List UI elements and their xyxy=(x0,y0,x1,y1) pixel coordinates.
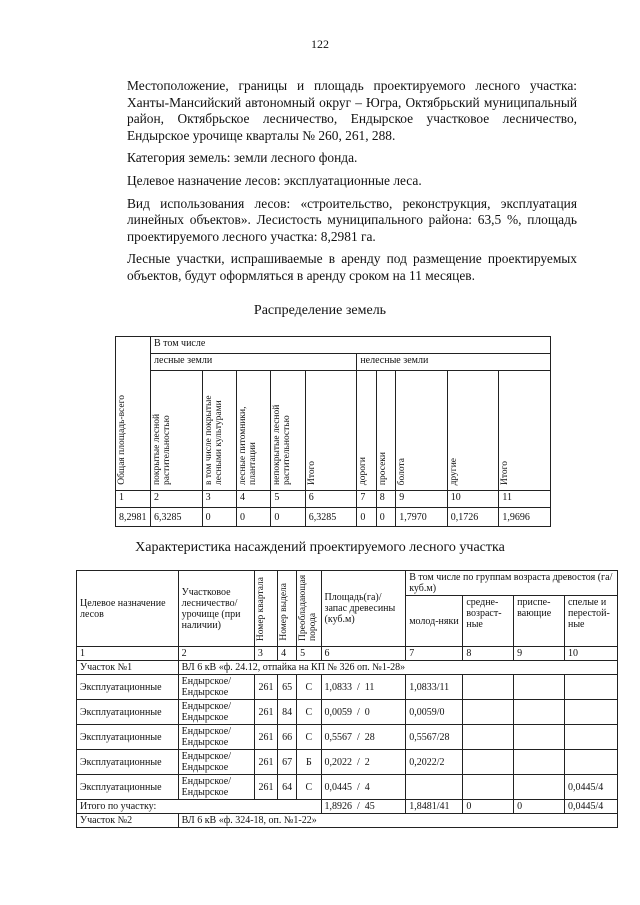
value-cell: 0 xyxy=(376,508,395,527)
value-cell: 0 xyxy=(357,508,376,527)
row-ripening xyxy=(514,700,565,725)
section-label: Участок №1 xyxy=(77,661,179,675)
header-age-group: В том числе по группам возраста древостоя (га/куб.м) xyxy=(406,571,618,596)
header-plot: Номер выдела xyxy=(278,571,297,647)
col-number: 5 xyxy=(271,491,305,508)
row-mature xyxy=(564,700,617,725)
header-group: В том числе xyxy=(151,337,551,354)
total-area-stock: 1,8926 / 45 xyxy=(321,800,406,814)
section-description: ВЛ 6 кВ «ф. 324-18, оп. №1-22» xyxy=(178,814,617,828)
value-cell: 0 xyxy=(202,508,236,527)
col-number: 6 xyxy=(321,647,406,661)
row-quarter: 261 xyxy=(254,750,277,775)
row-district: Ендырское/ Ендырское xyxy=(178,750,254,775)
section-description: ВЛ 6 кВ «ф. 24.12, отпайка на КП № 326 оп. №1-28» xyxy=(178,661,617,675)
paragraph-lease: Лесные участки, испрашиваемые в аренду под размещение проектируемых объектов, будут оформляться в аренду сроком на 11 месяцев. xyxy=(127,251,577,283)
header-quarter: Номер квартала xyxy=(254,571,277,647)
row-purpose: Эксплуатационные xyxy=(77,775,179,800)
value-cell: 0 xyxy=(236,508,270,527)
col-number: 1 xyxy=(77,647,179,661)
land-distribution-table xyxy=(115,336,551,527)
header-col: дороги xyxy=(357,371,376,491)
body-text xyxy=(127,78,577,291)
row-quarter: 261 xyxy=(254,675,277,700)
row-area-stock: 0,0059 / 0 xyxy=(321,700,406,725)
value-cell: 1,7970 xyxy=(396,508,448,527)
header-col: покрытые лесной растительностью xyxy=(151,371,203,491)
paragraph-category: Категория земель: земли лесного фонда. xyxy=(127,150,358,166)
header-col: лесные питомники, плантации xyxy=(236,371,270,491)
row-young: 0,2022/2 xyxy=(406,750,463,775)
row-ripening xyxy=(514,675,565,700)
row-species: С xyxy=(297,775,321,800)
col-number: 6 xyxy=(305,491,357,508)
header-total: Общая площадь-всего xyxy=(116,337,151,491)
row-plot: 67 xyxy=(278,750,297,775)
header-district: Участковое лесничество/ урочище (при наличии) xyxy=(178,571,254,647)
header-col: Итого xyxy=(305,371,357,491)
header-nonforest: нелесные земли xyxy=(357,354,551,371)
header-species: Преобладающая порода xyxy=(297,571,321,647)
row-ripening xyxy=(514,775,565,800)
row-middle xyxy=(463,775,514,800)
col-number: 10 xyxy=(564,647,617,661)
col-number: 9 xyxy=(514,647,565,661)
header-young: молод-няки xyxy=(406,596,463,647)
row-mature: 0,0445/4 xyxy=(564,775,617,800)
total-ripening: 0 xyxy=(514,800,565,814)
header-ripening: приспе-вающие xyxy=(514,596,565,647)
total-row xyxy=(77,800,618,814)
value-cell: 0,1726 xyxy=(447,508,499,527)
row-district: Ендырское/ Ендырское xyxy=(178,725,254,750)
value-cell: 0 xyxy=(271,508,305,527)
row-young: 0,5567/28 xyxy=(406,725,463,750)
col-number: 9 xyxy=(396,491,448,508)
total-mature: 0,0445/4 xyxy=(564,800,617,814)
section-label: Участок №2 xyxy=(77,814,179,828)
row-middle xyxy=(463,675,514,700)
row-quarter: 261 xyxy=(254,775,277,800)
page-number: 122 xyxy=(311,37,329,51)
header-col: просеки xyxy=(376,371,395,491)
col-number: 8 xyxy=(463,647,514,661)
col-number: 4 xyxy=(236,491,270,508)
row-species: С xyxy=(297,675,321,700)
row-quarter: 261 xyxy=(254,700,277,725)
table-row xyxy=(77,725,618,750)
row-plot: 66 xyxy=(278,725,297,750)
row-mature xyxy=(564,725,617,750)
header-forest: лесные земли xyxy=(151,354,357,371)
col-number: 10 xyxy=(447,491,499,508)
header-middle: средне-возраст-ные xyxy=(463,596,514,647)
total-label: Итого по участку: xyxy=(77,800,322,814)
table-row xyxy=(77,775,618,800)
col-number: 2 xyxy=(151,491,203,508)
row-middle xyxy=(463,725,514,750)
row-purpose: Эксплуатационные xyxy=(77,750,179,775)
stand-characteristics-table xyxy=(76,570,618,828)
header-col: Итого xyxy=(499,371,551,491)
row-purpose: Эксплуатационные xyxy=(77,725,179,750)
row-species: С xyxy=(297,725,321,750)
header-mature: спелые и перестой-ные xyxy=(564,596,617,647)
row-species: Б xyxy=(297,750,321,775)
row-species: С xyxy=(297,700,321,725)
row-district: Ендырское/ Ендырское xyxy=(178,700,254,725)
col-number: 4 xyxy=(278,647,297,661)
col-number: 11 xyxy=(499,491,551,508)
row-district: Ендырское/ Ендырское xyxy=(178,775,254,800)
row-middle xyxy=(463,700,514,725)
row-young: 0,0059/0 xyxy=(406,700,463,725)
col-number: 3 xyxy=(254,647,277,661)
total-middle: 0 xyxy=(463,800,514,814)
col-number: 8 xyxy=(376,491,395,508)
row-ripening xyxy=(514,725,565,750)
row-plot: 65 xyxy=(278,675,297,700)
row-mature xyxy=(564,750,617,775)
row-area-stock: 0,5567 / 28 xyxy=(321,725,406,750)
row-purpose: Эксплуатационные xyxy=(77,675,179,700)
paragraph-usage: Вид использования лесов: «строительство, реконструкция, эксплуатация линейных объектов». Лесистость муниципального района: 63,5 %, площадь проектируемого лесного участка: 8,2981 га. xyxy=(127,195,577,244)
land-table-title: Распределение земель xyxy=(253,303,387,318)
table-row xyxy=(77,750,618,775)
row-area-stock: 1,0833 / 11 xyxy=(321,675,406,700)
total-young: 1,8481/41 xyxy=(406,800,463,814)
row-area-stock: 0,0445 / 4 xyxy=(321,775,406,800)
row-mature xyxy=(564,675,617,700)
value-cell: 6,3285 xyxy=(151,508,203,527)
paragraph-location: Местоположение, границы и площадь проектируемого лесного участка: Ханты-Мансийский автономный округ – Югра, Октябрьский муниципальный район, Октябрьское лесничество, Ендырское участковое лесничество, Ендырское урочище кварталы № 260, 261, 288. xyxy=(127,78,577,143)
row-plot: 84 xyxy=(278,700,297,725)
row-middle xyxy=(463,750,514,775)
row-plot: 64 xyxy=(278,775,297,800)
header-col: непокрытые лесной растительностью xyxy=(271,371,305,491)
header-col: другие xyxy=(447,371,499,491)
header-purpose: Целевое назначение лесов xyxy=(77,571,179,647)
col-number: 3 xyxy=(202,491,236,508)
row-ripening xyxy=(514,750,565,775)
value-cell: 1,9696 xyxy=(499,508,551,527)
row-purpose: Эксплуатационные xyxy=(77,700,179,725)
header-area: Площадь(га)/ запас древесины (куб.м) xyxy=(321,571,406,647)
stand-table-title: Характеристика насаждений проектируемого лесного участка xyxy=(135,540,505,555)
table-row xyxy=(77,700,618,725)
paragraph-purpose: Целевое назначение лесов: эксплуатационные леса. xyxy=(127,172,422,188)
row-district: Ендырское/ Ендырское xyxy=(178,675,254,700)
col-number: 1 xyxy=(116,491,151,508)
col-number: 5 xyxy=(297,647,321,661)
row-young xyxy=(406,775,463,800)
header-col: болота xyxy=(396,371,448,491)
value-cell: 6,3285 xyxy=(305,508,357,527)
col-number: 7 xyxy=(406,647,463,661)
header-col: в том числе покрытые лесными культурами xyxy=(202,371,236,491)
col-number: 7 xyxy=(357,491,376,508)
value-cell: 8,2981 xyxy=(116,508,151,527)
row-young: 1,0833/11 xyxy=(406,675,463,700)
table-row xyxy=(77,675,618,700)
col-number: 2 xyxy=(178,647,254,661)
row-quarter: 261 xyxy=(254,725,277,750)
row-area-stock: 0,2022 / 2 xyxy=(321,750,406,775)
